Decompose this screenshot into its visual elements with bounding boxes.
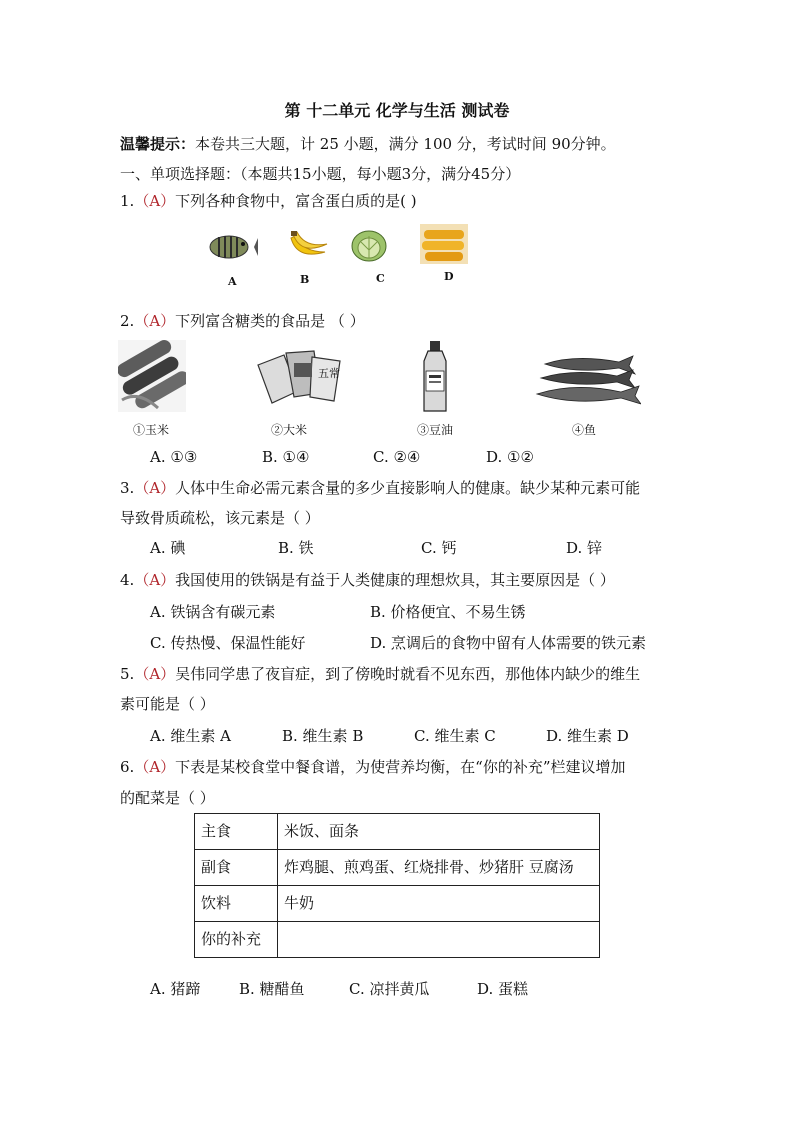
q3-option-a: A. 碘: [150, 539, 186, 557]
q3-option-b: B. 铁: [278, 539, 314, 557]
table-cell-key: 主食: [195, 814, 278, 850]
q4-option-d: D. 烹调后的食物中留有人体需要的铁元素: [370, 634, 647, 652]
q2-option-c: C. ②④: [373, 448, 421, 466]
menu-table: [194, 813, 600, 958]
corn-icon: [420, 224, 468, 264]
option-label-b: B: [300, 273, 310, 286]
table-row: [195, 850, 600, 886]
caption-oil: ③豆油: [417, 423, 454, 437]
q5-option-a: A. 维生素 A: [150, 727, 231, 745]
question-6-cont: 的配菜是（ ）: [120, 789, 215, 807]
oil-bottle-icon: [420, 341, 450, 413]
q3-option-d: D. 锌: [566, 539, 603, 557]
question-2: [120, 311, 365, 331]
question-5-cont: 素可能是（ ）: [120, 695, 215, 713]
table-row: [195, 922, 600, 958]
q4-option-b: B. 价格便宜、不易生锈: [370, 603, 526, 621]
rice-bag-icon: [254, 347, 342, 407]
q4-option-a: A. 铁锅含有碳元素: [150, 603, 276, 621]
banana-icon: [287, 230, 329, 262]
difficulty-tag: （A）: [134, 571, 176, 589]
q6-option-d: D. 蛋糕: [477, 980, 529, 998]
bag-label: 五常: [318, 367, 340, 380]
q6-option-b: B. 糖醋鱼: [239, 980, 305, 998]
difficulty-tag: （A）: [134, 758, 176, 776]
tip-text: 本卷共三大题，计 25 小题，满分 100 分，考试时间 90分钟。: [195, 135, 616, 153]
difficulty-tag: （A）: [134, 479, 176, 497]
table-cell-value: 米饭、面条: [278, 814, 600, 850]
q4-option-c: C. 传热慢、保温性能好: [150, 634, 306, 652]
table-row: [195, 814, 600, 850]
table-cell-value: 炸鸡腿、煎鸡蛋、红烧排骨、炒猪肝 豆腐汤: [278, 850, 600, 886]
caption-rice: ②大米: [271, 423, 308, 437]
question-number: 5.: [120, 665, 135, 683]
table-row: [195, 886, 600, 922]
q2-option-b: B. ①④: [262, 448, 310, 466]
corn-cob-icon: [118, 340, 186, 412]
q2-option-d: D. ①②: [486, 448, 534, 466]
question-3: [120, 478, 640, 498]
q5-option-b: B. 维生素 B: [282, 727, 364, 745]
option-label-c: C: [376, 272, 385, 285]
q5-option-d: D. 维生素 D: [546, 727, 629, 745]
question-text: 吴伟同学患了夜盲症，到了傍晚时就看不见东西，那他体内缺少的维生: [175, 665, 641, 683]
q5-option-c: C. 维生素 C: [414, 727, 496, 745]
q3-option-c: C. 钙: [421, 539, 457, 557]
difficulty-tag: （A）: [134, 192, 176, 210]
table-cell-value: 牛奶: [278, 886, 600, 922]
table-cell-value: [278, 922, 600, 958]
difficulty-tag: （A）: [134, 312, 176, 330]
q2-option-a: A. ①③: [150, 448, 198, 466]
exam-tip: [120, 134, 616, 154]
option-label-a: A: [228, 275, 237, 288]
q6-option-a: A. 猪蹄: [150, 980, 201, 998]
caption-fish: ④鱼: [572, 423, 597, 437]
table-cell-key: 饮料: [195, 886, 278, 922]
option-label-d: D: [444, 270, 454, 283]
question-1: [120, 191, 417, 211]
page-title: 第 十二单元 化学与生活 测试卷: [284, 101, 510, 120]
cabbage-icon: [349, 228, 389, 264]
question-number: 4.: [120, 571, 135, 589]
fish-group-icon: [535, 352, 641, 412]
question-text: 人体中生命必需元素含量的多少直接影响人的健康。缺少某种元素可能: [175, 479, 641, 497]
difficulty-tag: （A）: [134, 665, 176, 683]
question-4: [120, 570, 615, 590]
question-text: 下列富含糖类的食品是 （ ）: [175, 312, 365, 330]
question-text: 下列各种食物中，富含蛋白质的是( ): [175, 192, 417, 210]
caption-corn: ①玉米: [133, 423, 170, 437]
fish-icon: [207, 232, 259, 262]
question-number: 2.: [120, 312, 135, 330]
question-5: [120, 664, 640, 684]
question-6: [120, 757, 626, 777]
question-number: 1.: [120, 192, 135, 210]
question-number: 3.: [120, 479, 135, 497]
table-cell-key: 你的补充: [195, 922, 278, 958]
q6-option-c: C. 凉拌黄瓜: [349, 980, 430, 998]
question-text: 我国使用的铁锅是有益于人类健康的理想炊具，其主要原因是（ ）: [175, 571, 615, 589]
section-heading: 一、单项选择题：（本题共15小题，每小题3分，满分45分）: [120, 165, 521, 183]
question-text: 下表是某校食堂中餐食谱，为使营养均衡，在“你的补充”栏建议增加: [175, 758, 626, 776]
question-number: 6.: [120, 758, 135, 776]
question-3-cont: 导致骨质疏松，该元素是（ ）: [120, 509, 320, 527]
table-cell-key: 副食: [195, 850, 278, 886]
tip-label: 温馨提示：: [120, 135, 196, 153]
